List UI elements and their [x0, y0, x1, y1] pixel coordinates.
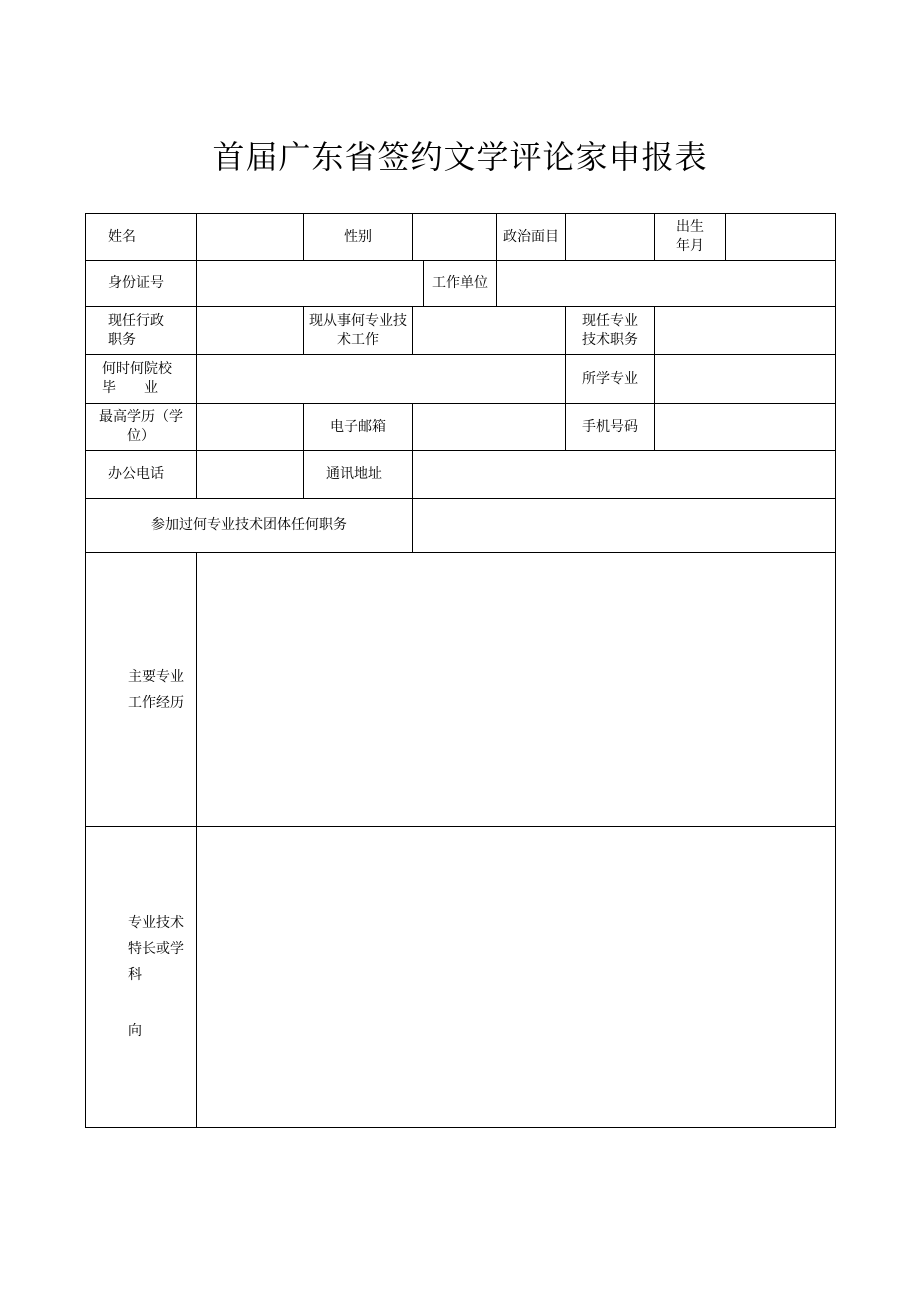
- current-work-label: [304, 307, 413, 355]
- tech-post-label-line1: 现任专业: [582, 312, 638, 329]
- specialty-field[interactable]: [197, 827, 836, 1128]
- admin-post-label-line2: 职务: [108, 331, 136, 348]
- work-experience-label-line1: 主要专业: [128, 668, 184, 685]
- specialty-label-line2: 特长或学: [128, 941, 184, 957]
- current-work-label-line1: 现从事何专业技: [309, 312, 407, 329]
- form-row-education: [86, 404, 836, 451]
- political-status-field[interactable]: [566, 214, 655, 261]
- admin-post-label-line1: 现任行政: [108, 312, 164, 329]
- office-phone-field[interactable]: [197, 451, 304, 499]
- gender-label: 性别: [304, 214, 413, 261]
- id-number-field[interactable]: [197, 261, 424, 307]
- name-field[interactable]: [197, 214, 304, 261]
- graduation-school-label: [86, 355, 197, 404]
- major-field[interactable]: [655, 355, 836, 404]
- specialty-label: [86, 827, 197, 1128]
- email-label: 电子邮箱: [304, 404, 413, 451]
- work-experience-label-line2: 工作经历: [128, 694, 184, 711]
- work-unit-label: 工作单位: [424, 261, 497, 307]
- current-work-field[interactable]: [413, 307, 566, 355]
- education-label-line1: 最高学历（学: [99, 409, 183, 425]
- graduation-school-label-line2: 毕 业: [102, 380, 158, 396]
- tech-post-label-line2: 技术职务: [582, 331, 638, 348]
- specialty-label-spacer: [128, 988, 196, 1018]
- email-field[interactable]: [413, 404, 566, 451]
- form-row-groups: [86, 499, 836, 553]
- education-field[interactable]: [197, 404, 304, 451]
- admin-post-label: [86, 307, 197, 355]
- page-title: 首届广东省签约文学评论家申报表: [212, 138, 708, 176]
- major-label: 所学专业: [566, 355, 655, 404]
- birth-date-label-line2: 年月: [676, 238, 704, 254]
- work-experience-field[interactable]: [197, 553, 836, 827]
- specialty-label-line1: 专业技术: [128, 915, 184, 931]
- application-form-table: [85, 213, 836, 1128]
- form-row-basic: [86, 214, 836, 261]
- form-row-experience: [86, 553, 836, 827]
- address-field[interactable]: [413, 451, 836, 499]
- form-row-contact: [86, 451, 836, 499]
- form-row-school: [86, 355, 836, 404]
- specialty-label-line3: 科: [128, 967, 142, 983]
- tech-post-field[interactable]: [655, 307, 836, 355]
- gender-field[interactable]: [413, 214, 497, 261]
- id-number-label: 身份证号: [86, 261, 197, 307]
- education-label: [86, 404, 197, 451]
- birth-date-label-line1: 出生: [676, 219, 704, 235]
- current-work-label-line2: 术工作: [337, 331, 379, 348]
- mobile-field[interactable]: [655, 404, 836, 451]
- specialty-label-line4: 向: [128, 1023, 142, 1039]
- political-status-label: 政治面目: [497, 214, 566, 261]
- work-experience-label: [86, 553, 197, 827]
- admin-post-field[interactable]: [197, 307, 304, 355]
- education-label-line2: 位）: [127, 428, 155, 444]
- professional-groups-label: 参加过何专业技术团体任何职务: [86, 499, 413, 553]
- graduation-school-label-line1: 何时何院校: [102, 361, 172, 377]
- work-unit-field[interactable]: [497, 261, 836, 307]
- professional-groups-field[interactable]: [413, 499, 836, 553]
- birth-date-label: [655, 214, 726, 261]
- mobile-label: 手机号码: [566, 404, 655, 451]
- graduation-school-field[interactable]: [197, 355, 566, 404]
- address-label: 通讯地址: [304, 451, 413, 499]
- form-row-specialty: [86, 827, 836, 1128]
- form-row-id: [86, 261, 836, 307]
- form-row-posts: [86, 307, 836, 355]
- name-label: 姓名: [86, 214, 197, 261]
- tech-post-label: [566, 307, 655, 355]
- birth-date-field[interactable]: [726, 214, 836, 261]
- office-phone-label: 办公电话: [86, 451, 197, 499]
